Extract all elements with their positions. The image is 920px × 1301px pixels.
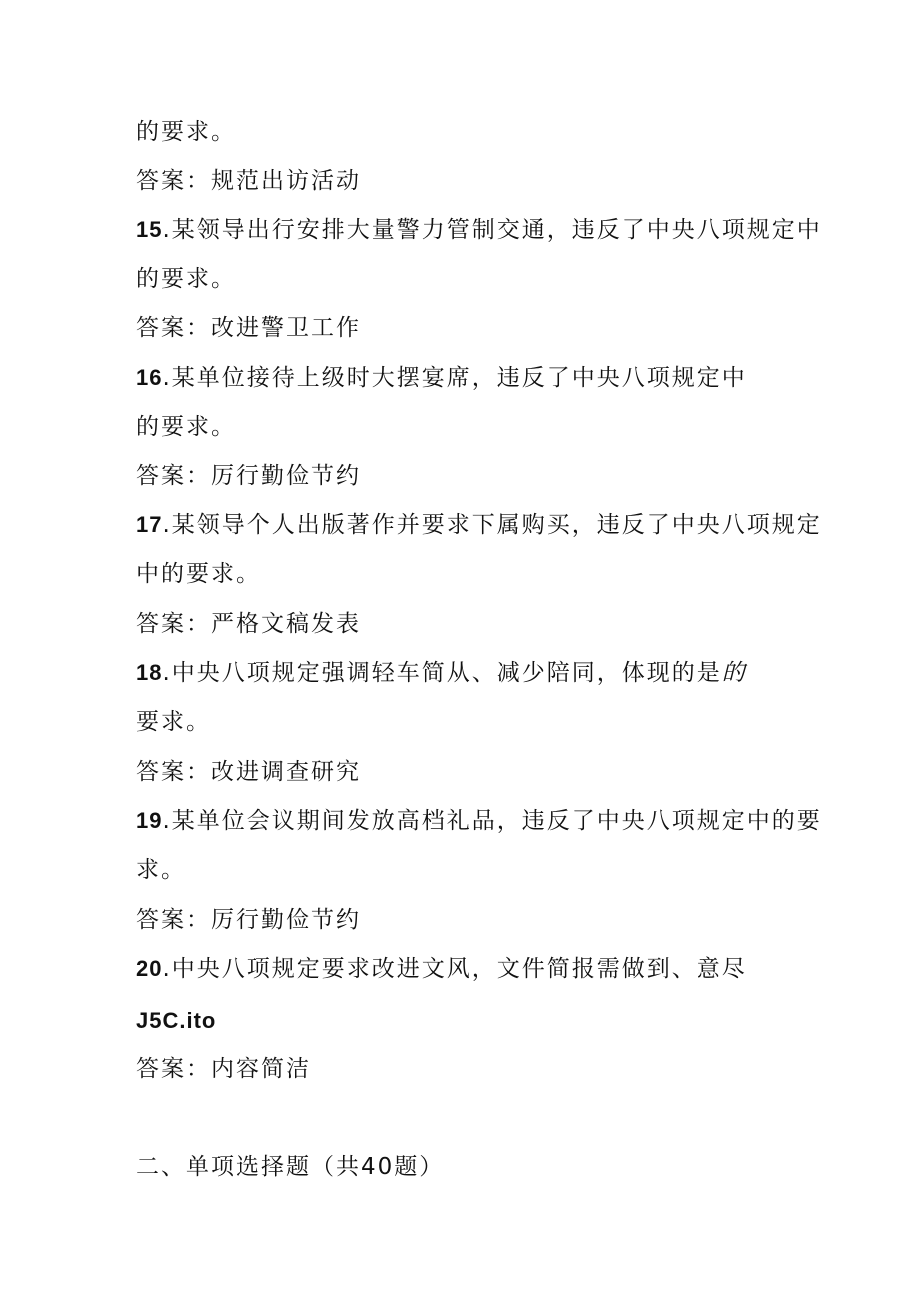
question-text: .某单位接待上级时大摆宴席，违反了中央八项规定中 <box>162 365 747 391</box>
answer-line: 答案：厉行勤俭节约 <box>136 907 361 933</box>
text-line: 的要求。 <box>136 119 236 145</box>
question-text: .某单位会议期间发放高档礼品，违反了中央八项规定中的要 <box>162 808 822 834</box>
answer-line: 答案：厉行勤俭节约 <box>136 463 361 489</box>
question-number: 18 <box>136 660 163 685</box>
text-line: 的要求。 <box>136 266 236 292</box>
text-line: 中的要求。 <box>136 561 261 587</box>
answer-line: 答案：改进调查研究 <box>136 759 361 785</box>
text-line: 求。 <box>136 857 186 883</box>
question-number: 15 <box>136 217 163 242</box>
question-20 <box>136 954 747 984</box>
question-text: .中央八项规定强调轻车简从、减少陪同，体现的是 <box>162 660 722 686</box>
question-text: .中央八项规定要求改进文风，文件简报需做到、意尽 <box>162 956 747 982</box>
text-line-latin: J5C.ito <box>136 1008 217 1033</box>
question-number: 19 <box>136 808 163 833</box>
question-text-tail: 的 <box>721 660 747 686</box>
text-line: 要求。 <box>136 709 211 735</box>
question-number: 20 <box>136 956 163 981</box>
question-number: 17 <box>136 512 163 537</box>
question-text: .某领导个人出版著作并要求下属购买，违反了中央八项规定 <box>162 512 822 538</box>
question-number: 16 <box>136 365 163 390</box>
section-heading: 二、单项选择题（共40题） <box>136 1154 445 1180</box>
answer-line: 答案：严格文稿发表 <box>136 611 361 637</box>
answer-line: 答案：规范出访活动 <box>136 168 361 194</box>
question-19 <box>136 806 822 836</box>
answer-line: 答案：内容简洁 <box>136 1056 311 1082</box>
question-18 <box>136 658 747 688</box>
question-16 <box>136 363 747 393</box>
question-17 <box>136 510 822 540</box>
answer-line: 答案：改进警卫工作 <box>136 315 361 341</box>
text-line: 的要求。 <box>136 414 236 440</box>
question-text: .某领导出行安排大量警力管制交通，违反了中央八项规定中 <box>162 217 822 243</box>
question-15 <box>136 215 822 245</box>
